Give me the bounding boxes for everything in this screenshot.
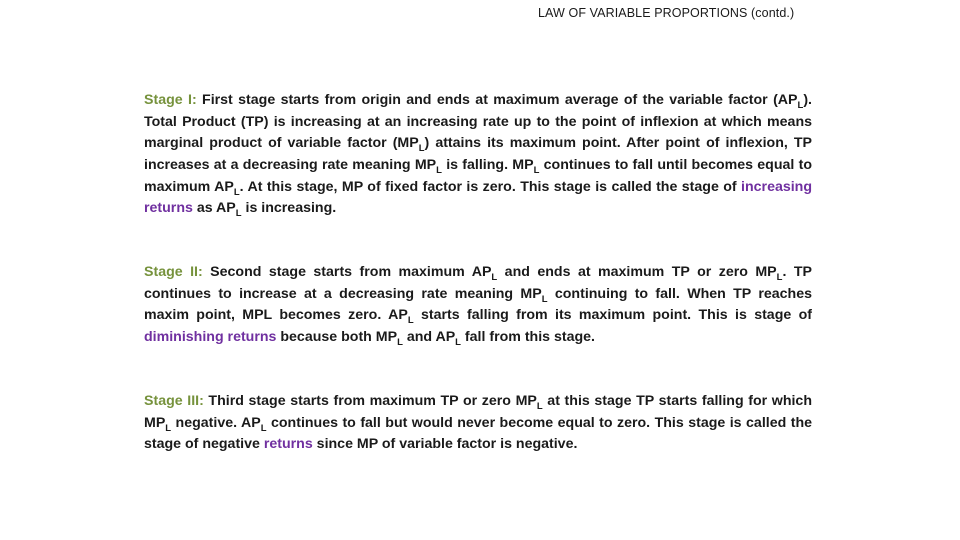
subscript: L	[455, 336, 461, 348]
subscript: L	[541, 293, 548, 305]
stage-1-label: Stage I:	[144, 92, 197, 109]
subscript: L	[260, 422, 267, 434]
stage-2-highlight: diminishing returns	[144, 328, 277, 345]
stage-1-text: as AP	[192, 200, 236, 217]
stage-2-text: and ends at maximum TP or zero MP	[497, 264, 777, 281]
stage-2-label: Stage II:	[144, 264, 203, 281]
stage-1-text: continues to fall until becomes equal to maximum AP	[144, 156, 813, 195]
subscript: L	[797, 100, 804, 112]
stage-3-text: continues to fall but would never become equal to zero. This stage is called the stage of negative	[144, 414, 812, 453]
stage-2-text: starts falling from its maximum point. This is stage of	[413, 307, 812, 324]
stage-1-text: . At this stage, MP of fixed factor is zero. This stage is called the stage of	[239, 178, 742, 195]
stage-1-text: is falling. MP	[441, 156, 534, 173]
stage-1-paragraph	[144, 90, 812, 220]
subscript: L	[776, 272, 783, 284]
stage-3-text: since MP of variable factor is negative.	[312, 436, 578, 453]
page-title: LAW OF VARIABLE PROPORTIONS (contd.)	[538, 6, 795, 20]
subscript: L	[407, 315, 414, 327]
subscript: L	[536, 401, 543, 413]
stage-2-text: . TP continues to increase at a decreasing rate meaning MP	[144, 264, 813, 302]
subscript: L	[418, 143, 425, 155]
subscript: L	[233, 186, 240, 198]
stage-1-text: is increasing.	[241, 200, 337, 217]
stage-1-text: ). Total Product (TP) is increasing at an increasing rate up to the point of inflexion at which means marginal product of variable factor (MP	[144, 92, 812, 152]
stage-3-text: negative. AP	[171, 414, 261, 431]
stage-3-text: Third stage starts from maximum TP or zero MP	[203, 393, 537, 410]
subscript: L	[397, 336, 403, 348]
stage-2-text: and AP	[402, 328, 456, 345]
subscript: L	[491, 272, 498, 284]
stage-2-text: continuing to fall. When TP reaches maxim point, MPL becomes zero. AP	[144, 285, 812, 324]
stage-3-label: Stage III:	[144, 393, 204, 410]
stage-3-text: at this stage TP starts falling for which MP	[144, 393, 812, 431]
stage-2-text: because both MP	[276, 328, 398, 345]
subscript: L	[436, 164, 442, 176]
stage-1-text: ) attains its maximum point. After point of inflexion, TP increases at a decreasing rate meaning MP	[144, 135, 812, 173]
stage-1-highlight: increasing returns	[144, 178, 813, 217]
stage-2-text: fall from this stage.	[460, 328, 596, 345]
stage-3-paragraph	[144, 391, 812, 456]
subscript: L	[533, 164, 540, 176]
stage-3-highlight: returns	[263, 436, 313, 453]
subscript: L	[165, 422, 172, 434]
subscript: L	[235, 208, 242, 220]
stage-1-text: First stage starts from origin and ends at maximum average of the variable factor (AP	[196, 92, 798, 109]
stage-2-paragraph	[144, 262, 812, 348]
stage-2-text: Second stage starts from maximum AP	[202, 264, 492, 281]
